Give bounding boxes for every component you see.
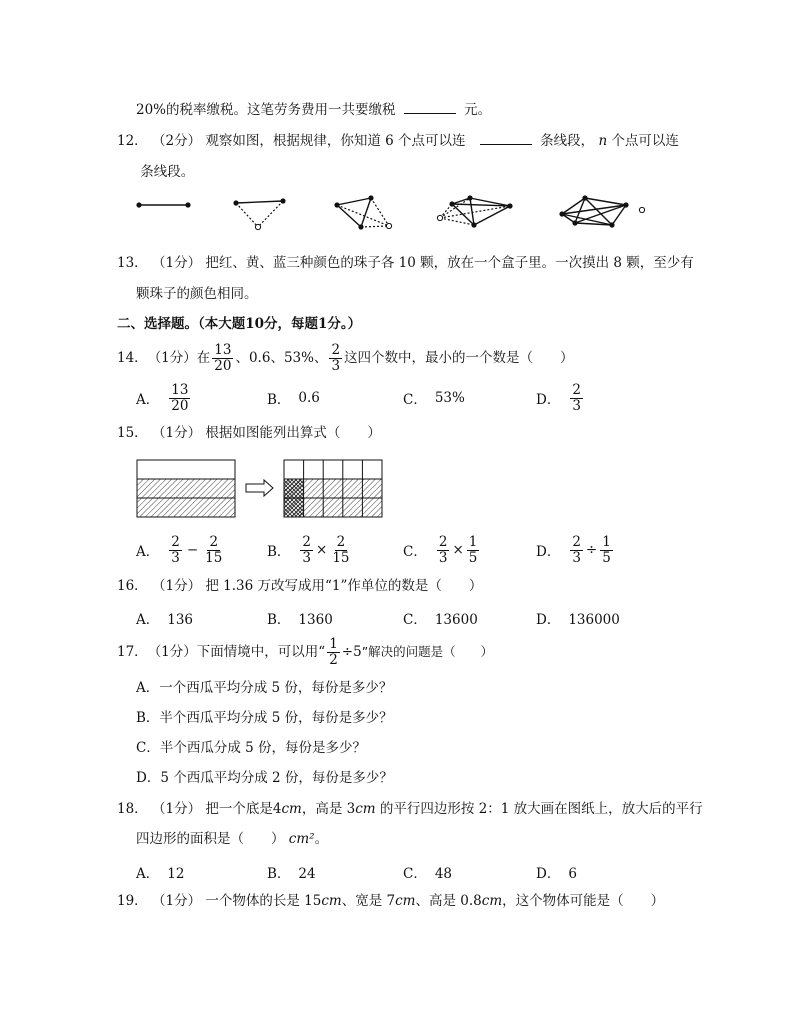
q18-text-c: 的平行四边形按 2：1 放大画在图纸上，放大后的平行	[379, 801, 703, 817]
q12-text-b: 条线段，	[540, 133, 595, 149]
q12-var-n: n	[598, 133, 608, 149]
q16-option-c[interactable]: C． 13600	[403, 612, 478, 628]
q14-fraction-2-3: $\frac{2}{3}$	[331, 341, 341, 374]
q16-stem	[117, 577, 482, 595]
q18-score: （1分）	[151, 801, 202, 817]
q15-option-d[interactable]: D． $\frac{2}{3}$ ÷ $\frac{1}{5}$	[536, 533, 611, 566]
q19-width-unit: cm	[395, 893, 416, 909]
q14-num: 14．	[117, 350, 148, 366]
q18-text-e: 。	[314, 831, 329, 847]
q19-length-value: 15	[304, 893, 322, 909]
q15-num: 15．	[117, 425, 148, 441]
q13-score: （1分）	[151, 255, 202, 271]
q14-text-b: 这四个数中，最小的一个数是（ ）	[344, 350, 574, 366]
q14-option-d[interactable]: D． $\frac{2}{3}$	[536, 381, 581, 414]
q17-option-d[interactable]: D．5 个西瓜平均分成 2 份，每份是多少？	[136, 770, 393, 786]
q15-left-rectangle	[137, 460, 235, 517]
q15-option-a[interactable]: A． $\frac{2}{3}$ − $\frac{2}{15}$	[136, 533, 223, 566]
q19-height-value: 0.8	[460, 893, 482, 909]
q19-text-b: 、宽是	[341, 893, 383, 909]
q14-option-a[interactable]: A． $\frac{13}{20}$	[136, 381, 189, 414]
q18-line1	[117, 800, 703, 818]
q11-text-b: 元。	[464, 102, 492, 118]
q18-option-b[interactable]: B． 24	[267, 866, 316, 882]
q15-right-rectangle	[284, 460, 382, 517]
q17-option-b[interactable]: B．半个西瓜平均分成 5 份，每份是多少？	[136, 710, 393, 726]
q19-height-unit: cm	[481, 893, 503, 909]
q14-text-a: 在	[196, 350, 211, 366]
q16-option-d[interactable]: D． 136000	[536, 612, 620, 628]
q19-num: 19．	[117, 893, 148, 909]
q12-num: 12．	[117, 133, 148, 149]
q17-option-c[interactable]: C．半个西瓜分成 5 份，每份是多少？	[136, 740, 367, 756]
q18-num: 18．	[117, 801, 148, 817]
q19-score: （1分）	[151, 893, 202, 909]
q17-num: 17．	[117, 644, 148, 660]
q17-stem	[117, 634, 493, 670]
q18-base-unit: cm	[281, 801, 302, 817]
q19-length-unit: cm	[321, 893, 342, 909]
q12-score: （2分）	[151, 133, 202, 149]
q13-num: 13．	[117, 255, 148, 271]
q14-score: （1分）	[147, 350, 197, 366]
q18-base-value: 4	[272, 801, 282, 817]
q15-option-b[interactable]: B． $\frac{2}{3}$ × $\frac{2}{15}$	[267, 533, 350, 566]
q18-text-d: 四边形的面积是（ ）	[136, 831, 285, 847]
q11-text-a: 20%的税率缴税。这笔劳务费用一共要缴税	[136, 102, 396, 118]
q15-text: 根据如图能列出算式（ ）	[205, 425, 381, 441]
q19-width-value: 7	[386, 893, 396, 909]
q16-option-b[interactable]: B． 1360	[267, 612, 333, 628]
q18-option-c[interactable]: C． 48	[403, 866, 453, 882]
q19-text-a: 一个物体的长是	[205, 893, 300, 909]
q15-arrow	[246, 480, 273, 496]
q18-line2	[136, 830, 328, 848]
section-2-title: 二、选择题。（本大题10分，每题1分。）	[117, 316, 362, 332]
q16-text: 把 1.36 万改写成用“1”作单位的数是（ ）	[205, 578, 483, 594]
q18-text-a: 把一个底是	[205, 801, 273, 817]
q17-score: （1分）	[147, 644, 197, 660]
q14-option-b[interactable]: B． 0.6	[267, 390, 320, 408]
q12-text-d: 条线段。	[140, 164, 195, 180]
q14-option-c[interactable]: C． 53%	[403, 390, 465, 408]
q18-option-a[interactable]: A． 12	[136, 866, 185, 882]
q19-text-d: ，这个物体可能是（ ）	[502, 893, 665, 909]
q19-stem	[117, 892, 664, 910]
q18-text-b: ，高是	[301, 801, 343, 817]
q12-text-c: 个点可以连	[607, 133, 679, 149]
q15-option-c[interactable]: C． $\frac{2}{3}$ × $\frac{1}{5}$	[403, 533, 478, 566]
q17-text-b: ”解决的问题是（ ）	[361, 644, 494, 659]
q18-option-d[interactable]: D． 6	[536, 866, 577, 882]
q17-expr: ÷5	[341, 644, 362, 660]
q16-option-a[interactable]: A． 136	[136, 612, 194, 628]
q19-text-c: 、高是	[415, 893, 456, 909]
q15-score: （1分）	[151, 425, 202, 441]
q16-num: 16．	[117, 578, 148, 594]
q18-height-value: 3	[346, 801, 356, 817]
q13-text-a: 把红、黄、蓝三种颜色的珠子各 10 颗，放在一个盒子里。一次摸出 8 颗，至少有	[205, 255, 694, 271]
q17-fraction-1-2: $\frac{1}{2}$	[329, 635, 338, 668]
q18-unit: cm²	[288, 831, 315, 847]
q16-score: （1分）	[151, 578, 202, 594]
q18-height-unit: cm	[355, 801, 376, 817]
q14-fraction-13-20: $\frac{13}{20}$	[214, 341, 232, 374]
q14-mid: 、0.6、53%、	[235, 350, 328, 366]
q17-option-a[interactable]: A．一个西瓜平均分成 5 份，每份是多少？	[136, 680, 393, 696]
q17-text-a: 下面情境中，可以用“	[196, 644, 326, 660]
q13-text-b: 颗珠子的颜色相同。	[136, 286, 258, 302]
q12-text-a: 观察如图，根据规律，你知道 6 个点可以连	[205, 133, 466, 149]
